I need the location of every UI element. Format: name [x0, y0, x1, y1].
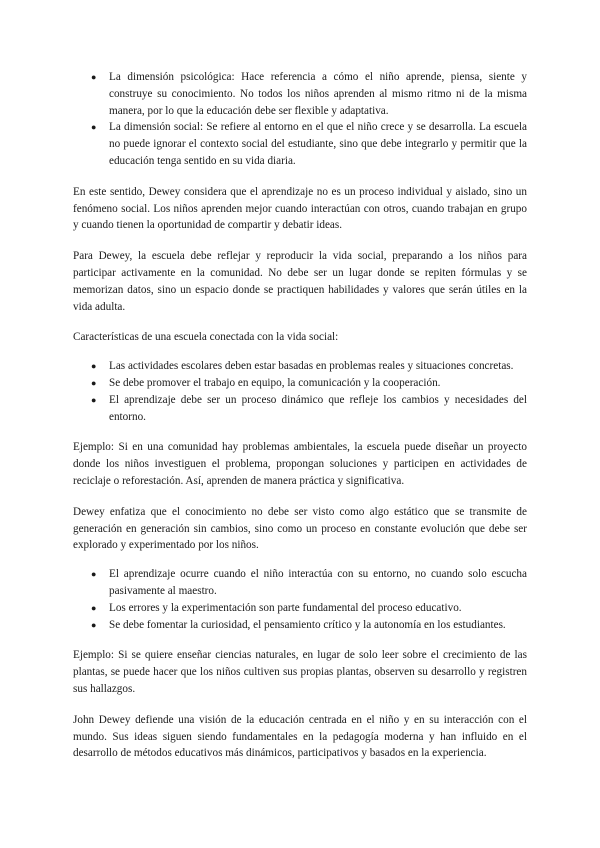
list-item-text: La dimensión psicológica: Hace referencia a cómo el niño aprende, piensa, siente y construye su conocimiento. No todos los niños aprenden al mismo ritmo ni de la misma manera, por lo que la educación debe ser flexible y adaptativa. — [109, 71, 527, 117]
list-item — [91, 358, 527, 375]
list-item — [91, 392, 527, 426]
bullet-icon: ● — [91, 377, 97, 388]
paragraph-knowledge-evolution: Dewey enfatiza que el conocimiento no debe ser visto como algo estático que se transmite de generación en generación sin cambios, sino como un proceso en constante evolución que debe ser explorado y experimentado por los niños. — [73, 505, 527, 552]
bullet-icon: ● — [91, 122, 97, 133]
bullet-icon: ● — [91, 602, 97, 613]
list-item-text: Se debe promover el trabajo en equipo, la comunicación y la cooperación. — [109, 376, 441, 389]
bullet-icon: ● — [91, 361, 97, 372]
bullet-list-characteristics — [73, 358, 527, 425]
bullet-icon: ● — [91, 569, 97, 580]
bullet-icon: ● — [91, 619, 97, 630]
list-item-text: Las actividades escolares deben estar basadas en problemas reales y situaciones concretas. — [109, 360, 514, 373]
bullet-icon: ● — [91, 394, 97, 405]
list-item-text: El aprendizaje debe ser un proceso dinámico que refleje los cambios y necesidades del entorno. — [109, 393, 527, 423]
paragraph-environment-example: Ejemplo: Si en una comunidad hay problemas ambientales, la escuela puede diseñar un proyecto donde los niños investiguen el problema, propongan soluciones y participen en actividades de reciclaje o reforestación. Así, aprenden de manera práctica y significativa. — [73, 441, 527, 487]
paragraph-school-reflects-society: Para Dewey, la escuela debe reflejar y reproducir la vida social, preparando a los niños para participar activamente en la comunidad. No debe ser un lugar donde se repiten fórmulas y se memorizan datos, sino un espacio donde se practiquen habilidades y valores que serán útiles en la vida adulta. — [73, 250, 527, 313]
list-item-text: La dimensión social: Se refiere al entorno en el que el niño crece y se desarrolla. La escuela no puede ignorar el contexto social del estudiante, sino que debe integrarlo y permitir que la educación tenga sentido en su vida diaria. — [109, 121, 527, 167]
bullet-icon: ● — [91, 72, 97, 82]
list-item — [91, 69, 527, 119]
document-page — [73, 69, 527, 762]
paragraph-social-learning: En este sentido, Dewey considera que el aprendizaje no es un proceso individual y aislado, sino un fenómeno social. Los niños aprenden mejor cuando interactúan con otros, cuando trabajan en grupo y cuando tienen la oportunidad de compartir y debatir ideas. — [73, 185, 527, 232]
paragraph-characteristics-heading: Características de una escuela conectada con la vida social: — [73, 331, 339, 344]
list-item — [91, 617, 527, 634]
bullet-list-dimensions — [73, 69, 527, 170]
list-item — [91, 375, 527, 392]
list-item-text: El aprendizaje ocurre cuando el niño interactúa con su entorno, no cuando solo escucha pasivamente al maestro. — [109, 568, 527, 597]
paragraph-science-example: Ejemplo: Si se quiere enseñar ciencias naturales, en lugar de solo leer sobre el crecimiento de las plantas, se puede hacer que los niños cultiven sus propias plantas, observen su desarrollo y registren sus hallazgos. — [73, 649, 527, 695]
list-item — [91, 566, 527, 600]
list-item — [91, 119, 527, 169]
paragraph-conclusion: John Dewey defiende una visión de la educación centrada en el niño y en su interacción con el mundo. Sus ideas siguen siendo fundamentales en la pedagogía moderna y han influido en el desarrollo de métodos educativos más dinámicos, participativos y basados en la experiencia. — [73, 713, 527, 760]
list-item-text: Los errores y la experimentación son parte fundamental del proceso educativo. — [109, 601, 462, 614]
list-item — [91, 600, 527, 617]
list-item-text: Se debe fomentar la curiosidad, el pensamiento crítico y la autonomía en los estudiantes. — [109, 618, 506, 631]
bullet-list-learning — [73, 566, 527, 633]
